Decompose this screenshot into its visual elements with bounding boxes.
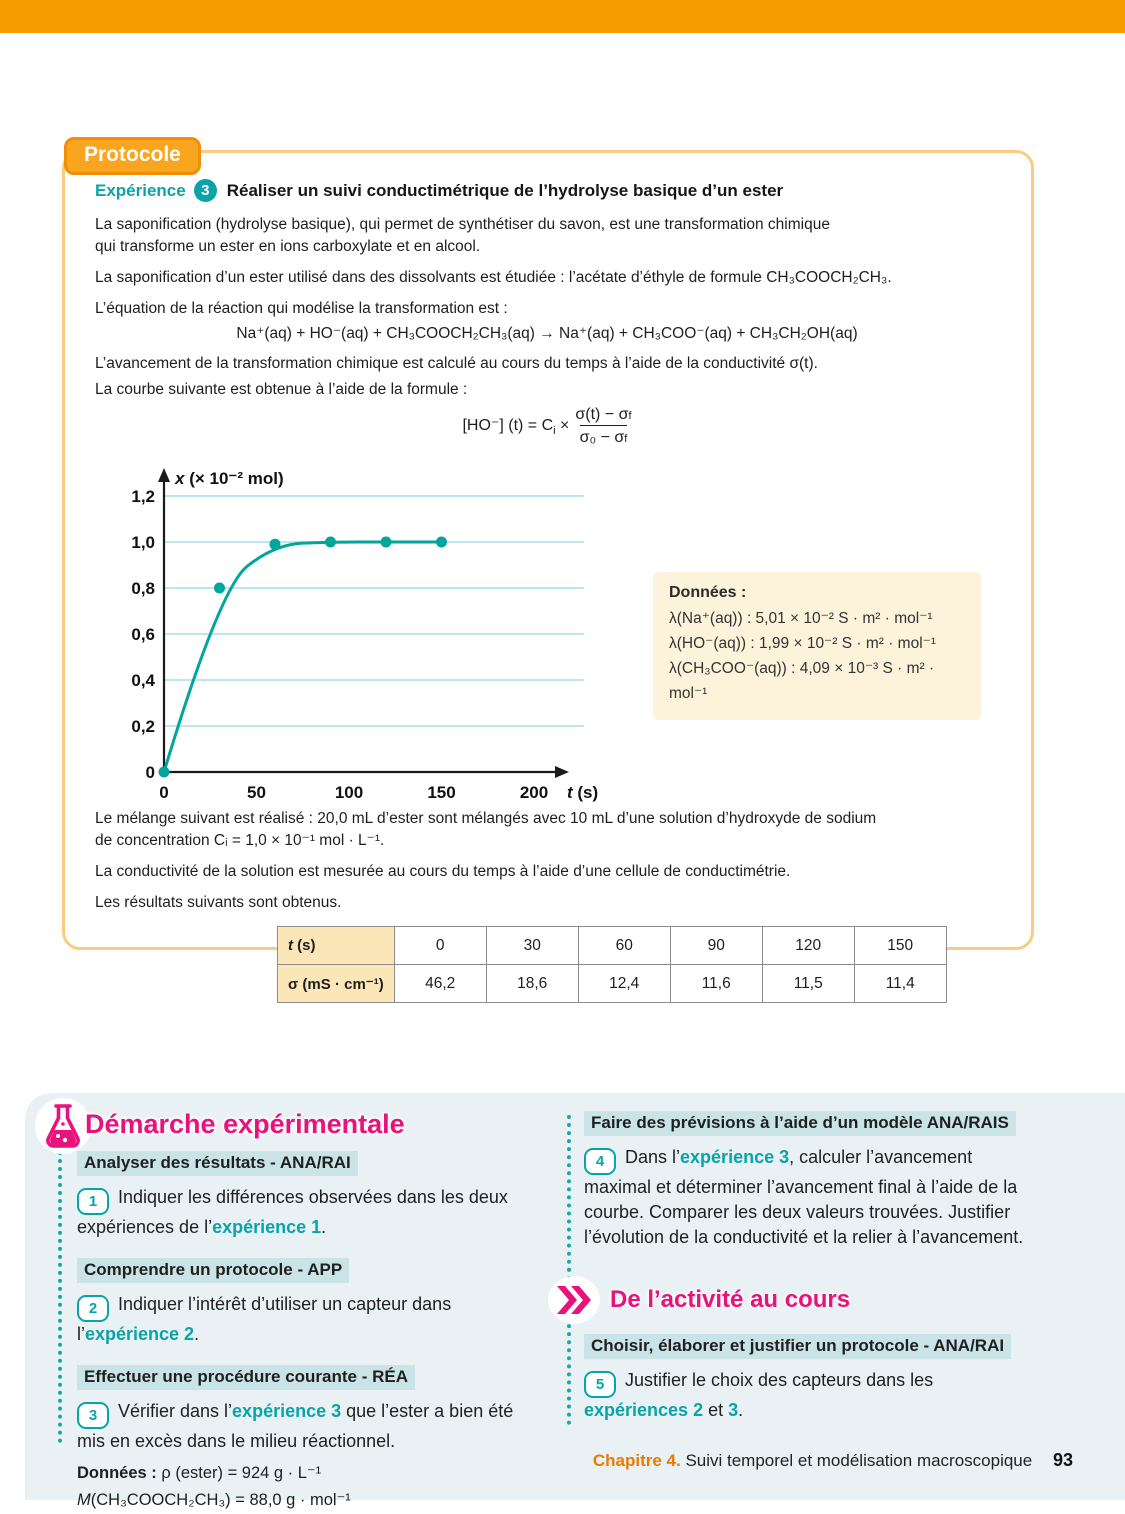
left-dotted-line: [58, 1151, 62, 1443]
flask-icon: [35, 1098, 91, 1154]
question-2-number: 2: [77, 1295, 109, 1322]
paragraph-resultats: Les résultats suivants sont obtenus.: [95, 894, 342, 911]
experience-2-link: expérience 2: [85, 1324, 195, 1344]
experience-3-link-2: expérience 3: [680, 1147, 790, 1167]
protocole-badge: Protocole: [64, 137, 201, 175]
chart-area: [95, 454, 999, 806]
y-tick-label: 0,4: [131, 671, 155, 690]
activite-title: De l’activité au cours: [610, 1286, 851, 1313]
x-tick-label: 50: [247, 783, 266, 802]
competency-tag-3: Effectuer une procédure courante - RÉA: [77, 1365, 415, 1390]
x-axis-label: t (s): [567, 783, 599, 802]
x-tick-label: 0: [159, 783, 169, 802]
question-2: 2 Indiquer l’intérêt d’utiliser un capteur dans l’expérience 2.: [77, 1294, 452, 1344]
y-tick-label: 0,6: [131, 625, 155, 644]
data-point: [270, 539, 281, 550]
competency-tag-1: Analyser des résultats - ANA/RAI: [77, 1151, 358, 1176]
question-3: 3 Vérifier dans l’expérience 3 que l’ester a bien été mis en excès dans le milieu réactionnel.: [77, 1401, 514, 1451]
value-cell: 150: [854, 927, 946, 965]
data-point: [381, 537, 392, 548]
page-number: 93: [1052, 1450, 1073, 1470]
competency-tag-2: Comprendre un protocole - APP: [77, 1258, 349, 1283]
question-3-number: 3: [77, 1402, 109, 1429]
paragraph-saponification: La saponification (hydrolyse basique), qui permet de synthétiser du savon, est une transformation chimique qui transforme un ester en ions carboxylate et en alcool.: [95, 216, 830, 255]
lambda-ho: λ(HO⁻(aq)) : 1,99 × 10⁻² S · m² · mol⁻¹: [669, 635, 936, 652]
lambda-acetate: λ(CH₃COO⁻(aq)) : 4,09 × 10⁻³ S · m² · mol⁻¹: [669, 660, 935, 702]
lambda-na: λ(Na⁺(aq)) : 5,01 × 10⁻² S · m² · mol⁻¹: [669, 610, 933, 627]
protocole-box: [62, 150, 1034, 993]
experience-label: Expérience: [95, 180, 186, 200]
fraction: $\frac{\sigma(t) - \sigma f}{\text{σ₀ − σf}}$: [575, 406, 632, 446]
experience-3-link: expérience 3: [232, 1401, 342, 1421]
question-5: 5 Justifier le choix des capteurs dans les expériences 2 et 3.: [584, 1370, 934, 1420]
donnees-box: [653, 572, 981, 720]
y-tick-label: 1,0: [131, 533, 155, 552]
x-tick-label: 200: [519, 783, 549, 802]
value-cell: 30: [486, 927, 578, 965]
y-tick-label: 0,2: [131, 717, 155, 736]
experience-number-badge: 3: [194, 179, 217, 202]
exercise-panel: [25, 1093, 1125, 1509]
value-cell: 60: [578, 927, 670, 965]
value-cell: 18,6: [486, 965, 578, 1003]
question-1-number: 1: [77, 1188, 109, 1215]
paragraph-conductivite: La conductivité de la solution est mesurée au cours du temps à l’aide d’une cellule de conductimétrie.: [95, 863, 791, 880]
y-axis-label: x (× 10⁻² mol): [175, 469, 284, 488]
y-axis-arrow: [158, 468, 170, 482]
top-orange-bar: [0, 0, 1125, 33]
chapter-title: Suivi temporel et modélisation macroscopique: [685, 1451, 1033, 1470]
page-footer: [593, 1450, 1073, 1471]
experience-heading: [95, 179, 999, 202]
value-cell: 11,6: [670, 965, 762, 1003]
chapter-label: Chapitre 4.: [592, 1451, 681, 1470]
competency-tag-5: Choisir, élaborer et justifier un protocole - ANA/RAI: [584, 1334, 1011, 1359]
value-cell: 0: [394, 927, 486, 965]
data-point: [159, 767, 170, 778]
reaction-progress-chart: [119, 454, 639, 814]
density-data: Données : ρ (ester) = 924 g · L⁻¹: [77, 1464, 322, 1482]
value-cell: 12,4: [578, 965, 670, 1003]
data-curve: [164, 542, 442, 772]
paragraph-avancement: L’avancement de la transformation chimique est calculé au cours du temps à l’aide de la conductivité σ(t).: [95, 355, 818, 372]
table-row: [278, 965, 947, 1003]
donnees-title: Données :: [669, 584, 747, 601]
table-row: [278, 927, 947, 965]
molar-mass-data: M(CH₃COOCH₂CH₃) = 88,0 g · mol⁻¹: [77, 1491, 351, 1509]
x-axis-arrow: [555, 766, 569, 778]
right-column: [584, 1111, 1034, 1423]
value-cell: 11,4: [854, 965, 946, 1003]
x-tick-label: 100: [334, 783, 364, 802]
paragraph-courbe-intro: La courbe suivante est obtenue à l’aide de la formule :: [95, 381, 468, 398]
activite-heading: [584, 1276, 1034, 1324]
value-cell: 46,2: [394, 965, 486, 1003]
row-label-cell: σ (mS · cm⁻¹): [278, 965, 395, 1003]
question-1: 1 Indiquer les différences observées dans les deux expériences de l’expérience 1.: [77, 1187, 508, 1237]
data-point: [436, 537, 447, 548]
x-tick-label: 150: [427, 783, 456, 802]
row-label-cell: t (s): [278, 927, 395, 965]
question-5-number: 5: [584, 1371, 616, 1398]
y-tick-label: 0,8: [131, 579, 155, 598]
competency-tag-4: Faire des prévisions à l’aide d’un modèle ANA/RAIS: [584, 1111, 1016, 1136]
data-point: [214, 583, 225, 594]
results-table: [277, 926, 947, 1003]
paragraph-ester: La saponification d’un ester utilisé dans des dissolvants est étudiée : l’acétate d’éthyle de formule CH₃COOCH₂CH₃.: [95, 269, 892, 286]
reaction-equation: Na⁺(aq) + HO⁻(aq) + CH₃COOCH₂CH₃(aq) → Na⁺(aq) + CH₃COO⁻(aq) + CH₃CH₂OH(aq): [236, 325, 858, 342]
double-chevron-icon: [548, 1276, 600, 1324]
ho-concentration-formula: [HO⁻] $(t) = C_i$ × $\frac{\sigma(t) - \sigma f}{\text{σ₀ − σf}}$: [462, 406, 632, 446]
experience-title: Réaliser un suivi conductimétrique de l’hydrolyse basique d’un ester: [226, 180, 784, 200]
paragraph-equation-intro: L’équation de la réaction qui modélise la transformation est :: [95, 300, 508, 317]
value-cell: 11,5: [762, 965, 854, 1003]
y-tick-label: 1,2: [131, 487, 155, 506]
demarche-title: Démarche expérimentale: [85, 1109, 405, 1139]
value-cell: 120: [762, 927, 854, 965]
question-4: 4 Dans l’expérience 3, calculer l’avancement maximal et déterminer l’avancement final à l’aide de la courbe. Comparer les deux valeurs trouvées. Justifier l’évolution de la conductivité et la relier à l’avancement.: [584, 1147, 1024, 1247]
experience-3-link-3: 3: [728, 1400, 739, 1420]
left-column: [77, 1151, 529, 1514]
paragraph-melange: Le mélange suivant est réalisé : 20,0 mL d’ester sont mélangés avec 10 mL d’une solution d’hydroxyde de sodium de concentration Cᵢ = 1,0 × 10⁻¹ mol · L⁻¹.: [95, 810, 877, 849]
y-tick-label: 0: [145, 763, 155, 782]
experience-1-link: expérience 1: [212, 1217, 322, 1237]
data-point: [325, 537, 336, 548]
question-4-number: 4: [584, 1148, 616, 1175]
experiences-2-link: expériences 2: [584, 1400, 704, 1420]
value-cell: 90: [670, 927, 762, 965]
right-dotted-line: [567, 1115, 571, 1425]
